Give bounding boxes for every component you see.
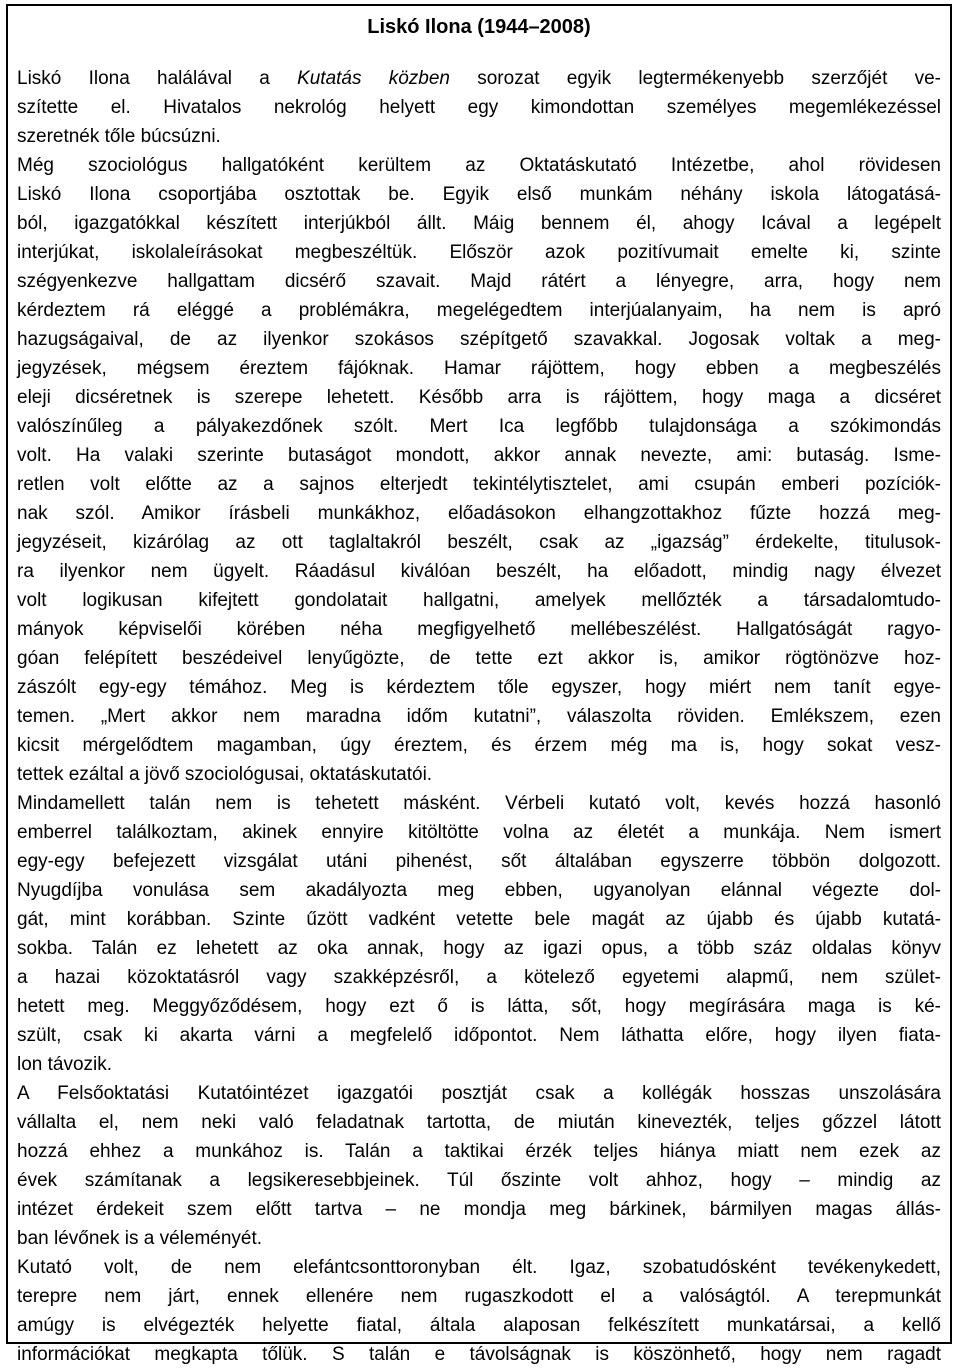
- text-line: A Felsőoktatási Kutatóintézet igazgatói posztját csak a kollégák hosszas unszolására: [17, 1083, 941, 1104]
- text-line: információkat megkapta tőlük. S talán e távolságnak is köszönhető, hogy nem ragadt: [17, 1344, 941, 1365]
- document-page: [6, 4, 952, 1365]
- text-line: lon távozik.: [17, 1054, 113, 1075]
- text-line: évek számítanak a legsikeresebbjeinek. Túl őszinte volt ahhoz, hogy – mindig az: [17, 1170, 941, 1191]
- text-line: kérdeztem rá eléggé a problémákra, megelégedtem interjúalanyaim, ha nem is apró: [17, 300, 941, 321]
- text-line: Még szociológus hallgatóként kerültem az Oktatáskutató Intézetbe, ahol rövidesen: [17, 155, 941, 176]
- text-line: kicsit mérgelődtem magamban, úgy éreztem, és érzem még ma is, hogy sokat vesz-: [17, 735, 941, 756]
- series-title: Kutatás közben: [297, 68, 450, 89]
- text-line: ban lévőnek is a véleményét.: [17, 1228, 263, 1249]
- text-line: emberrel találkoztam, akinek ennyire kitöltötte volna az életét a munkája. Nem ismert: [17, 822, 941, 843]
- text-line: tettek ezáltal a jövő szociológusai, oktatáskutatói.: [17, 764, 433, 785]
- text-line: temen. „Mert akkor nem maradna időm kutatni”, válaszolta röviden. Emlékszem, ezen: [17, 706, 941, 727]
- text-line: intézet érdekeit szem előtt tartva – ne mondja meg bárkinek, bármilyen magas állás-: [17, 1199, 941, 1220]
- text-line: ra ilyenkor nem ügyelt. Ráadásul kiválóan beszélt, ha előadott, mindig nagy élvezet: [17, 561, 941, 582]
- text-line: amúgy is elvégezték helyette fiatal, általa alaposan felkészített munkatársai, a kellő: [17, 1315, 941, 1336]
- text-line: jegyzések, mégsem éreztem fájóknak. Hamar rájöttem, hogy ebben a megbeszélés: [17, 358, 941, 379]
- text-line: góan felépített beszédeivel lenyűgözte, de tette ezt akkor is, amikor rögtönözve hoz-: [17, 648, 941, 669]
- text-line: szítette el. Hivatalos nekrológ helyett egy kimondottan személyes megemlékezéssel: [17, 97, 941, 118]
- text-line: volt logikusan kifejtett gondolatait hallgatni, amelyek mellőzték a társadalomtudo-: [17, 590, 941, 611]
- text-line: hetett meg. Meggyőződésem, hogy ezt ő is látta, sőt, hogy megírására maga is ké-: [17, 996, 941, 1017]
- text-line: szült, csak ki akarta várni a megfelelő időpontot. Nem láthatta előre, hogy ilyen fiata-: [17, 1025, 941, 1046]
- text-line: egy-egy befejezett vizsgálat utáni pihenést, sőt általában egyszerre többön dolgozott.: [17, 851, 941, 872]
- text-line: mányok képviselői körében néha megfigyelhető mellébeszélést. Hallgatóságát ragyo-: [17, 619, 941, 640]
- text-line: hazugságaival, de az ilyenkor szokásos szépítgető szavakkal. Jogosak voltak a meg-: [17, 329, 941, 350]
- text-line: Liskó Ilona halálával a Kutatás közben sorozat egyik legtermékenyebb szerzőjét ve-: [17, 68, 941, 89]
- text-line: Kutató volt, de nem elefántcsonttoronyban élt. Igaz, szobatudósként tevékenykedett,: [17, 1257, 941, 1278]
- text-line: a hazai közoktatásról vagy szakképzésről, a kötelező egyetemi alapmű, nem szület-: [17, 967, 941, 988]
- text-line: Mindamellett talán nem is tehetett másként. Vérbeli kutató volt, kevés hozzá hasonló: [17, 793, 941, 814]
- text-line: vállalta el, nem neki való feladatnak tartotta, de miután kinevezték, teljes gőzzel látott: [17, 1112, 941, 1133]
- text-line: retlen volt előtte az a sajnos elterjedt tekintélytisztelet, ami csupán emberi pozíciók-: [17, 474, 941, 495]
- text-line: valószínűleg a pályakezdőnek szólt. Mert Ica legfőbb tulajdonsága a szókimondás: [17, 416, 941, 437]
- text-line: Nyugdíjba vonulása sem akadályozta meg ebben, ugyanolyan elánnal végezte dol-: [17, 880, 941, 901]
- text-line: Liskó Ilona csoportjába osztottak be. Egyik első munkám néhány iskola látogatásá-: [17, 184, 941, 205]
- text-line: zászólt egy-egy témához. Meg is kérdeztem tőle egyszer, hogy miért nem tanít egye-: [17, 677, 941, 698]
- text-line: eleji dicséretnek is szerepe lehetett. Később arra is rájöttem, hogy maga a dicséret: [17, 387, 941, 408]
- text-line: gát, mint korábban. Szinte űzött vadként vetette bele magát az újabb és újabb kutatá-: [17, 909, 941, 930]
- page-title: Liskó Ilona (1944–2008): [367, 16, 591, 38]
- text-line: jegyzéseit, kizárólag az ott taglaltakról beszélt, csak az „igazság” érdekelte, titulusok-: [17, 532, 941, 553]
- text-line: nak szól. Amikor írásbeli munkákhoz, előadásokon elhangzottakhoz fűzte hozzá meg-: [17, 503, 941, 524]
- text-line: sokba. Talán ez lehetett az oka annak, hogy az igazi opus, a több száz oldalas könyv: [17, 938, 941, 959]
- text-line: volt. Ha valaki szerinte butaságot mondott, akkor annak nevezte, ami: butaság. Isme-: [17, 445, 941, 466]
- text-line: szégyenkezve hallgattam dicsérő szavait. Majd rátért a lényegre, arra, hogy nem: [17, 271, 941, 292]
- text-line: hozzá ehhez a munkához is. Talán a taktikai érzék teljes hiánya miatt nem ezek az: [17, 1141, 941, 1162]
- text-line: szeretnék tőle búcsúzni.: [17, 126, 221, 147]
- text-line: terepre nem járt, ennek ellenére nem rugaszkodott el a valóságtól. A terepmunkát: [17, 1286, 941, 1307]
- text-line: ból, igazgatókkal készített interjúkból állt. Máig bennem él, ahogy Icával a legépelt: [17, 213, 941, 234]
- text-line: interjúkat, iskolaleírásokat megbeszéltük. Először azok pozitívumait emelte ki, szinte: [17, 242, 941, 263]
